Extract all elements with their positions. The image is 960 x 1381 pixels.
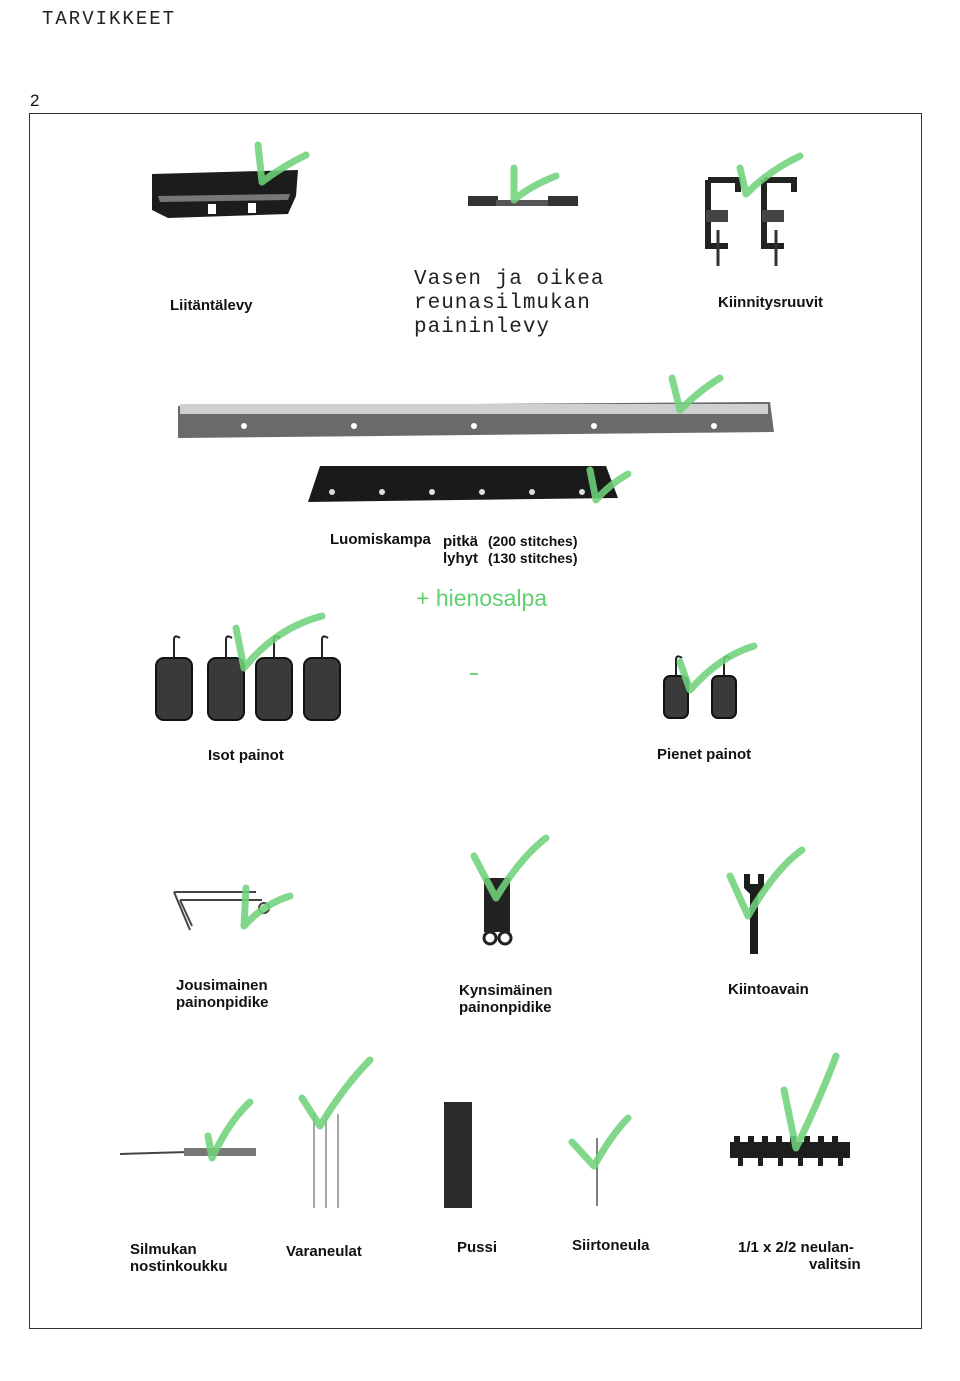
check-mark-luomiskampa-short — [590, 470, 628, 500]
check-mark-liitantalevy — [258, 145, 306, 182]
check-mark-silmukan — [208, 1102, 250, 1158]
check-mark-kiintoavain — [730, 850, 802, 916]
check-mark-jousimainen — [244, 888, 290, 926]
kynsimainen-line-1: Kynsimäinen — [459, 982, 553, 999]
check-mark-kynsimainen — [474, 838, 546, 898]
isot-painot-label: Isot painot — [208, 747, 284, 764]
check-mark-reunasilmukka — [514, 168, 556, 200]
luomiskampa-lyhyt: lyhyt — [443, 550, 479, 567]
luomiskampa-pitka: pitkä — [443, 533, 479, 550]
handwritten-note: + hienosalpa — [416, 585, 548, 611]
silmukan-line-2: nostinkoukku — [130, 1258, 228, 1275]
siirtoneula-label: Siirtoneula — [572, 1237, 650, 1254]
luomiskampa-label: Luomiskampa — [330, 531, 431, 548]
jousimainen-line-1: Jousimainen — [176, 977, 268, 994]
neulanvalitsin-line-1: 1/1 x 2/2 neulan- — [738, 1239, 854, 1256]
check-mark-siirtoneula — [572, 1118, 628, 1166]
check-mark-isot-painot — [236, 616, 322, 668]
reunasilmukka-line-2: reunasilmukan — [414, 292, 591, 315]
page-number: 2 — [30, 91, 40, 110]
liitantalevy-label: Liitäntälevy — [170, 297, 253, 314]
jousimainen-line-2: painonpidike — [176, 994, 269, 1011]
reunasilmukka-line-1: Vasen ja oikea — [414, 268, 605, 291]
luomiskampa-pitka-count: (200 stitches) — [488, 533, 578, 549]
reunasilmukka-line-3: paininlevy — [414, 316, 551, 339]
page-title: TARVIKKEET — [42, 8, 177, 30]
check-mark-kiinnitysruuvit — [740, 156, 800, 194]
kynsimainen-line-2: painonpidike — [459, 999, 552, 1016]
luomiskampa-lyhyt-count: (130 stitches) — [488, 550, 578, 566]
kiintoavain-label: Kiintoavain — [728, 981, 809, 998]
check-mark-luomiskampa-long — [672, 378, 720, 410]
check-mark-pienet-painot — [680, 646, 754, 690]
silmukan-line-1: Silmukan — [130, 1241, 197, 1258]
pussi-label: Pussi — [457, 1239, 498, 1256]
pienet-painot-label: Pienet painot — [657, 746, 752, 763]
kiinnitysruuvit-label: Kiinnitysruuvit — [718, 294, 824, 311]
check-mark-varaneulat — [302, 1060, 370, 1126]
check-mark-neulanvalitsin — [784, 1056, 836, 1148]
varaneulat-label: Varaneulat — [286, 1243, 362, 1260]
neulanvalitsin-line-2: valitsin — [809, 1256, 861, 1273]
